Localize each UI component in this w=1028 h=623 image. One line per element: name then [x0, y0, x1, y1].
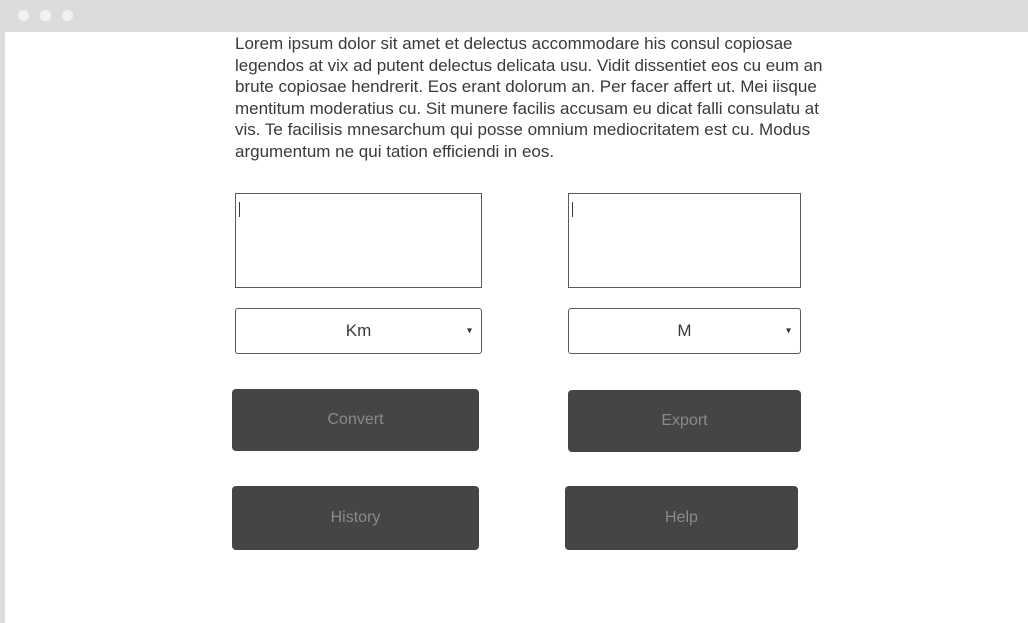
to-unit-value: M: [677, 321, 692, 340]
window-maximize-dot[interactable]: [62, 10, 73, 21]
from-unit-select[interactable]: [235, 308, 482, 354]
chevron-down-icon: ▾: [785, 325, 791, 337]
window-left-border: [0, 32, 5, 623]
window-minimize-dot[interactable]: [40, 10, 51, 21]
history-button[interactable]: History: [232, 486, 479, 550]
intro-text: Lorem ipsum dolor sit amet et delectus accommodare his consul copiosae legendos at vix ad putent delectus delicata usu. Vidit dissentiet eos cu eum an brute copiosae hendrerit. Eos erant dolorum an. Per facer affert ut. Mei iisque mentitum moderatius cu. Sit munere facilis accusam eu dicat falli consulatu at vis. Te facilisis mnesarchum qui posse omnium mediocritatem est cu. Modus argumentum ne qui tation efficiendi in eos.: [235, 34, 823, 161]
to-unit-select[interactable]: [568, 308, 801, 354]
input-value-field[interactable]: [235, 193, 482, 288]
from-unit-value: Km: [345, 321, 372, 340]
convert-button[interactable]: Convert: [232, 389, 479, 451]
export-button[interactable]: Export: [568, 390, 801, 452]
text-cursor: [239, 202, 240, 217]
window-titlebar: [0, 0, 1028, 32]
window-close-dot[interactable]: [18, 10, 29, 21]
help-button[interactable]: Help: [565, 486, 798, 550]
text-cursor: [572, 202, 573, 217]
chevron-down-icon: ▾: [466, 325, 472, 337]
output-value-field[interactable]: [568, 193, 801, 288]
